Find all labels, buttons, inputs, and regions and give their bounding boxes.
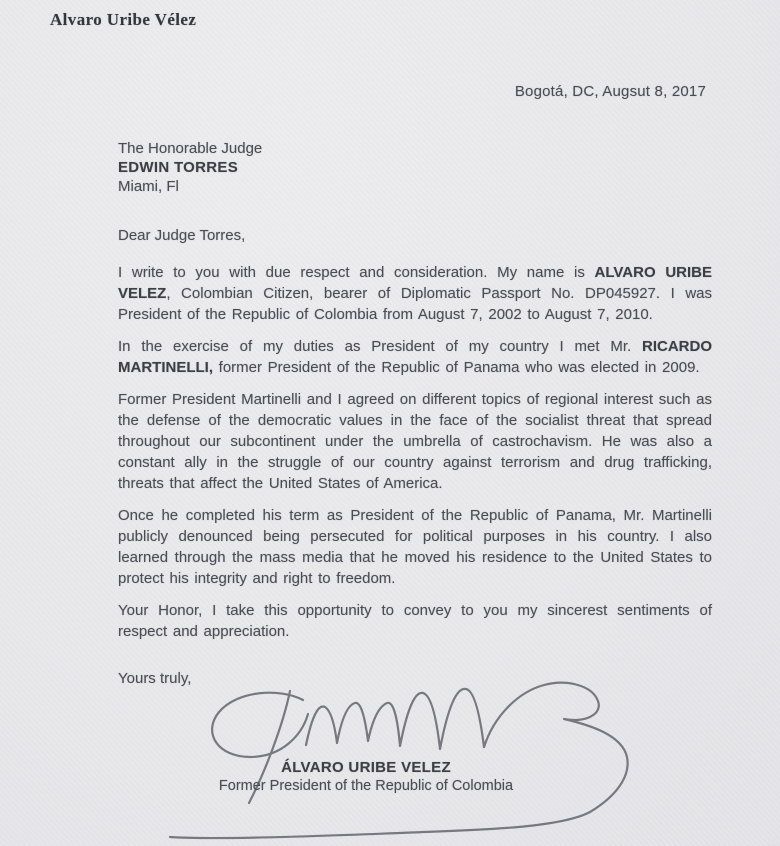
- letter-paragraph: [118, 505, 712, 589]
- letter-paragraph: [118, 389, 712, 494]
- paragraph-text: In the exercise of my duties as President of my country I met Mr.: [118, 338, 642, 355]
- letter-paragraph: [118, 336, 712, 378]
- letter-paragraph: [118, 262, 712, 325]
- paragraph-text: I write to you with due respect and consideration. My name is: [118, 264, 595, 281]
- signature-block: [160, 758, 572, 796]
- recipient-block: [118, 139, 262, 196]
- paragraph-text: Once he completed his term as President of the Republic of Panama, Mr. Martinelli publicly denounced being persecuted for political purposes in his country. I also learned through the mass media that he moved his residence to the United States to protect his integrity and right to freedom.: [118, 507, 712, 587]
- paragraph-text: former President of the Republic of Panama who was elected in 2009.: [213, 359, 700, 376]
- signer-title: Former President of the Republic of Colombia: [218, 778, 514, 794]
- paragraph-text: Former President Martinelli and I agreed on different topics of regional interest such as the defense of the democratic values in the face of the socialist threat that spread throughout our subcontinent under the umbrella of castrochavism. He was also a constant ally in the struggle of our country against terrorism and drug trafficking, threats that affect the United States of America.: [118, 391, 712, 492]
- signer-name: ÁLVARO URIBE VELEZ: [281, 759, 451, 776]
- salutation: Dear Judge Torres,: [118, 227, 246, 244]
- paragraph-text: Your Honor, I take this opportunity to convey to you my sincerest sentiments of respect and appreciation.: [118, 602, 712, 640]
- letterhead-name: Alvaro Uribe Vélez: [50, 10, 197, 29]
- letter-paragraph: [118, 600, 712, 642]
- recipient-honorific: The Honorable Judge: [118, 140, 263, 157]
- emphasized-name-text: ALVARO URIBE VELEZ: [118, 264, 713, 302]
- letter-body: [118, 262, 712, 653]
- recipient-location: Miami, Fl: [118, 178, 179, 195]
- emphasized-name-text: RICARDO MARTINELLI,: [118, 338, 712, 376]
- date-line: Bogotá, DC, Augsut 8, 2017: [514, 83, 706, 100]
- paragraph-text: , Colombian Citizen, bearer of Diplomatic Passport No. DP045927. I was President of the Republic of Colombia from August 7, 2002 to August 7, 2010.: [118, 285, 712, 323]
- closing: Yours truly,: [118, 670, 192, 687]
- recipient-name: EDWIN TORRES: [118, 159, 238, 176]
